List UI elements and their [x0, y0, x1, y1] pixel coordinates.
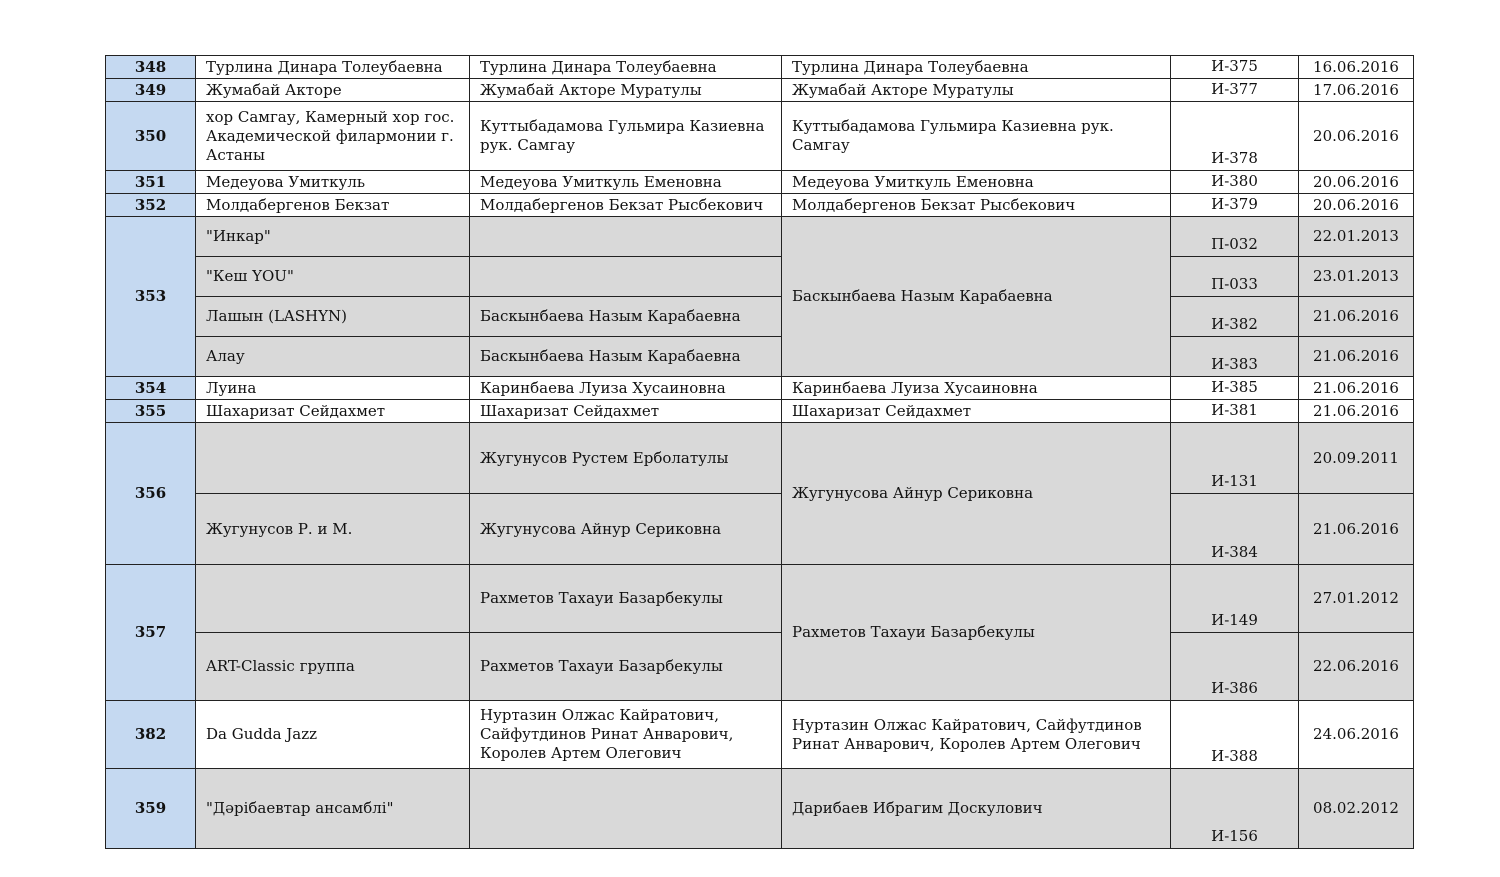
author-name — [470, 257, 782, 297]
author-name: Баскынбаева Назым Карабаевна — [470, 297, 782, 337]
registration-date: 21.06.2016 — [1299, 337, 1414, 377]
certificate-code: П-032 — [1171, 217, 1299, 257]
work-title: Жумабай Акторе — [196, 79, 470, 102]
row-number: 349 — [106, 79, 196, 102]
certificate-code: И-156 — [1171, 769, 1299, 849]
registration-date: 21.06.2016 — [1299, 494, 1414, 565]
table-row — [106, 337, 1414, 377]
author-name: Турлина Динара Толеубаевна — [470, 56, 782, 79]
registry-table — [105, 55, 1414, 849]
registration-date: 22.01.2013 — [1299, 217, 1414, 257]
row-number: 354 — [106, 377, 196, 400]
work-title: хор Самгау, Камерный хор гос. Академической филармонии г. Астаны — [196, 102, 470, 171]
certificate-code: И-378 — [1171, 102, 1299, 171]
table-row — [106, 377, 1414, 400]
row-number: 355 — [106, 400, 196, 423]
work-title: "Кеш YOU" — [196, 257, 470, 297]
rights-holder: Рахметов Тахауи Базарбекулы — [782, 565, 1171, 701]
row-number: 353 — [106, 217, 196, 377]
row-number: 348 — [106, 56, 196, 79]
certificate-code: И-375 — [1171, 56, 1299, 79]
author-name — [470, 769, 782, 849]
author-name: Каринбаева Луиза Хусаиновна — [470, 377, 782, 400]
table-row — [106, 171, 1414, 194]
certificate-code: И-388 — [1171, 701, 1299, 769]
registration-date: 21.06.2016 — [1299, 377, 1414, 400]
row-number: 350 — [106, 102, 196, 171]
certificate-code: И-380 — [1171, 171, 1299, 194]
registration-date: 22.06.2016 — [1299, 633, 1414, 701]
certificate-code: И-382 — [1171, 297, 1299, 337]
author-name: Жумабай Акторе Муратулы — [470, 79, 782, 102]
table-row — [106, 769, 1414, 849]
registration-date: 27.01.2012 — [1299, 565, 1414, 633]
work-title: Алау — [196, 337, 470, 377]
work-title: Турлина Динара Толеубаевна — [196, 56, 470, 79]
registration-date: 20.09.2011 — [1299, 423, 1414, 494]
rights-holder: Баскынбаева Назым Карабаевна — [782, 217, 1171, 377]
registration-date: 08.02.2012 — [1299, 769, 1414, 849]
table-row — [106, 297, 1414, 337]
author-name: Молдабергенов Бекзат Рысбекович — [470, 194, 782, 217]
rights-holder: Медеуова Умиткуль Еменовна — [782, 171, 1171, 194]
table-row — [106, 102, 1414, 171]
work-title: Луина — [196, 377, 470, 400]
table-row — [106, 56, 1414, 79]
rights-holder: Нуртазин Олжас Кайратович, Сайфутдинов Ринат Анварович, Королев Артем Олегович — [782, 701, 1171, 769]
author-name: Баскынбаева Назым Карабаевна — [470, 337, 782, 377]
registration-date: 20.06.2016 — [1299, 194, 1414, 217]
rights-holder: Жумабай Акторе Муратулы — [782, 79, 1171, 102]
table-row — [106, 217, 1414, 257]
table-row — [106, 423, 1414, 494]
row-number: 359 — [106, 769, 196, 849]
certificate-code: И-385 — [1171, 377, 1299, 400]
row-number: 352 — [106, 194, 196, 217]
certificate-code: И-377 — [1171, 79, 1299, 102]
rights-holder: Куттыбадамова Гульмира Казиевна рук. Самгау — [782, 102, 1171, 171]
work-title: ART-Classic группа — [196, 633, 470, 701]
table-row — [106, 79, 1414, 102]
rights-holder: Жугунусова Айнур Сериковна — [782, 423, 1171, 565]
author-name: Шахаризат Сейдахмет — [470, 400, 782, 423]
work-title: Медеуова Умиткуль — [196, 171, 470, 194]
row-number: 357 — [106, 565, 196, 701]
certificate-code: И-384 — [1171, 494, 1299, 565]
rights-holder: Дарибаев Ибрагим Доскулович — [782, 769, 1171, 849]
author-name: Медеуова Умиткуль Еменовна — [470, 171, 782, 194]
work-title — [196, 565, 470, 633]
registration-date: 20.06.2016 — [1299, 171, 1414, 194]
registration-date: 21.06.2016 — [1299, 297, 1414, 337]
rights-holder: Турлина Динара Толеубаевна — [782, 56, 1171, 79]
work-title: Da Gudda Jazz — [196, 701, 470, 769]
certificate-code: И-131 — [1171, 423, 1299, 494]
rights-holder: Шахаризат Сейдахмет — [782, 400, 1171, 423]
work-title: Лашын (LASHYN) — [196, 297, 470, 337]
certificate-code: П-033 — [1171, 257, 1299, 297]
table-row — [106, 194, 1414, 217]
row-number: 382 — [106, 701, 196, 769]
work-title: Шахаризат Сейдахмет — [196, 400, 470, 423]
work-title: Жугунусов Р. и М. — [196, 494, 470, 565]
author-name: Рахметов Тахауи Базарбекулы — [470, 565, 782, 633]
work-title: "Дәрібаевтар ансамблі" — [196, 769, 470, 849]
author-name: Жугунусов Рустем Ерболатулы — [470, 423, 782, 494]
work-title: Молдабергенов Бекзат — [196, 194, 470, 217]
table-row — [106, 257, 1414, 297]
rights-holder: Молдабергенов Бекзат Рысбекович — [782, 194, 1171, 217]
author-name: Рахметов Тахауи Базарбекулы — [470, 633, 782, 701]
author-name: Нуртазин Олжас Кайратович, Сайфутдинов Ринат Анварович, Королев Артем Олегович — [470, 701, 782, 769]
author-name: Жугунусова Айнур Сериковна — [470, 494, 782, 565]
registration-date: 20.06.2016 — [1299, 102, 1414, 171]
table-row — [106, 400, 1414, 423]
certificate-code: И-379 — [1171, 194, 1299, 217]
certificate-code: И-149 — [1171, 565, 1299, 633]
table-row — [106, 701, 1414, 769]
table-row — [106, 565, 1414, 633]
certificate-code: И-383 — [1171, 337, 1299, 377]
certificate-code: И-381 — [1171, 400, 1299, 423]
row-number: 351 — [106, 171, 196, 194]
registration-date: 24.06.2016 — [1299, 701, 1414, 769]
author-name: Куттыбадамова Гульмира Казиевна рук. Самгау — [470, 102, 782, 171]
registration-date: 23.01.2013 — [1299, 257, 1414, 297]
table-row — [106, 633, 1414, 701]
certificate-code: И-386 — [1171, 633, 1299, 701]
row-number: 356 — [106, 423, 196, 565]
registration-date: 17.06.2016 — [1299, 79, 1414, 102]
registration-date: 21.06.2016 — [1299, 400, 1414, 423]
rights-holder: Каринбаева Луиза Хусаиновна — [782, 377, 1171, 400]
work-title — [196, 423, 470, 494]
work-title: "Инкар" — [196, 217, 470, 257]
registration-date: 16.06.2016 — [1299, 56, 1414, 79]
author-name — [470, 217, 782, 257]
table-row — [106, 494, 1414, 565]
